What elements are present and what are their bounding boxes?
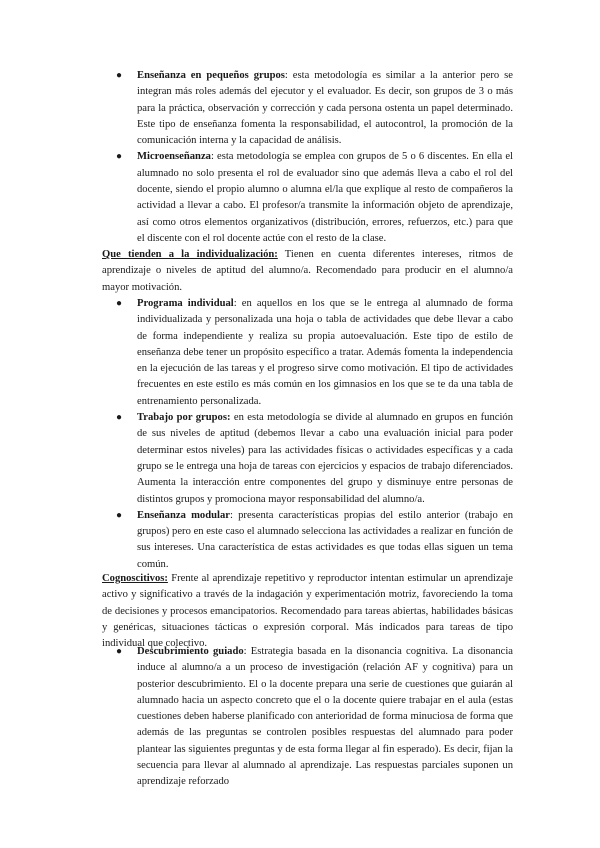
bullet-icon: ● — [116, 412, 123, 424]
list-item — [111, 296, 513, 410]
item-term: Microenseñanza — [137, 151, 211, 163]
individualization-paragraph — [102, 247, 513, 296]
list-item — [111, 644, 513, 791]
cognitive-heading: Cognoscitivos: — [102, 573, 168, 584]
individualization-text: Tienen en cuenta diferentes intereses, ritmos de aprendizaje o niveles de aptitud del alumno/a. Recomendado para producir en el alumno/a mayor motivación. — [102, 249, 513, 293]
cognitive-list — [111, 644, 513, 791]
item-term: Descubrimiento guiado — [137, 646, 244, 657]
item-term: Enseñanza modular — [137, 509, 230, 521]
list-item — [111, 149, 513, 247]
item-text: : esta metodología es similar a la anterior pero se integran más roles además del ejecutor y el evaluador. Es decir, son grupos de 3 o más para la práctica, observación y corrección y cada persona ostenta un papel determinado. Este tipo de enseñanza fomenta la responsabilidad, el autocontrol, la promoción de la comunicación interna y la capacidad de análisis. — [137, 70, 514, 147]
list-item — [111, 410, 513, 508]
item-term: Enseñanza en pequeños grupos — [137, 70, 285, 81]
individualization-heading: Que tienden a la individualización: — [102, 249, 278, 260]
cognitive-text: Frente al aprendizaje repetitivo y reproductor intentan estimular un aprendizaje activo y significativo a través de la indagación y experimentación motriz, favoreciendo la toma de decisiones y procesos emancipatorios. Recomendado para tareas abiertas, habilidades básicas y genéricas, situaciones tácticas o expresión corporal. Más indicados para tareas de tipo individual que colectivo. — [102, 573, 513, 650]
cognitive-paragraph — [102, 571, 513, 652]
bullet-icon: ● — [116, 509, 123, 521]
item-text: en esta metodología se divide al alumnado en grupos en función de sus niveles de aptitud (debemos llevar a cabo una evaluación inicial para poder determinar estos niveles) para las actividades físicas o actividades específicas y a cada grupo se le entrega una hoja de tareas con ejercicios y espacios de trabajo diferenciados. Aumenta la interacción entre componentes del grupo y disminuye entre personas de distintos grupos y promociona mayor responsabilidad del alumno/a. — [137, 412, 513, 505]
bullet-icon: ● — [116, 151, 123, 163]
bullet-icon: ● — [116, 646, 123, 657]
item-text: : esta metodología se emplea con grupos de 5 o 6 discentes. En ella el alumnado no solo presenta el rol de evaluador sino que además lleva a cabo el rol del docente, siendo el propio alumno o alumna el/la que explique al resto de compañeros la actividad a llevar a cabo. El profesor/a transmite la información objeto de aprendizaje, así como otros elementos organizativos (distribución, errores, refuerzos, etc.) para que el discente con el rol docente actúe con el resto de la clase. — [137, 151, 513, 244]
item-text: : presenta características propias del estilo anterior (trabajo en grupos) pero en este caso el alumnado selecciona las actividades a realizar en función de sus intereses. Una característica de estas actividades es que todas ellas siguen un tema común. — [137, 509, 514, 570]
individualization-list — [111, 296, 513, 573]
item-text: : Estrategia basada en la disonancia cognitiva. La disonancia induce al alumno/a a un proceso de investigación (relación AF y cognitiva) para un posterior descubrimiento. El o la docente prepara una serie de cuestiones que guiarán al alumnado hacia un aspecto concreto que el o la docente quiere trabajar en el aula (estas cuestiones deben haberse planificado con anterioridad de forma minuciosa de forma que además de las preguntas se controlen posibles respuestas del alumnado para poder plantear las siguientes preguntas y de esta forma llegar al fin esperado). Es decir, fijan la secuencia para llevar al alumnado al aprendizaje. Las respuestas parciales suponen un aprendizaje reforzado — [137, 646, 513, 788]
bullet-icon: ● — [116, 298, 123, 309]
list-item — [111, 68, 513, 149]
list-item — [111, 508, 513, 573]
item-term: Programa individual — [137, 298, 234, 309]
top-bullet-list — [111, 68, 513, 247]
bullet-icon: ● — [116, 70, 123, 81]
item-text: : en aquellos en los que se le entrega al alumnado de forma individualizada y personalizada una hoja o tabla de actividades que debe llevar a cabo de forma independiente y realiza su propia autoevaluación. Este tipo de estilo de enseñanza debe tener un propósito específico a tratar. Además fomenta la independencia en la ejecución de las tareas y el progreso sirve como motivación. El tipo de actividades frecuentes en este estilo es más común en los gimnasios en los que se te da una tabla de entrenamiento personalizada. — [137, 298, 513, 407]
item-term: Trabajo por grupos: — [137, 412, 231, 424]
